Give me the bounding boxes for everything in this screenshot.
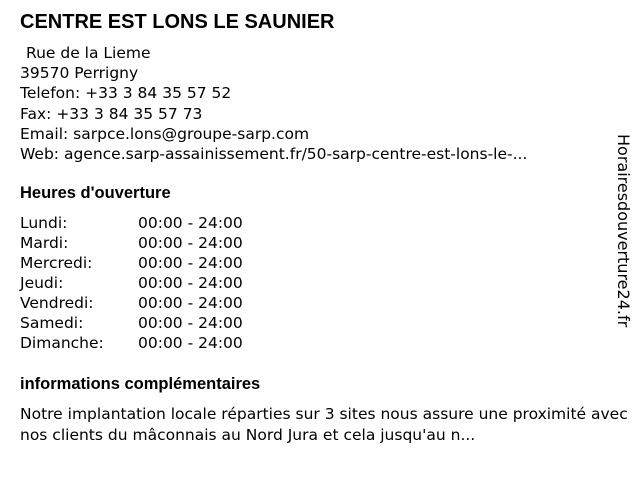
time-range: 00:00 - 24:00 — [138, 214, 243, 232]
page-title: CENTRE EST LONS LE SAUNIER — [20, 11, 335, 33]
day-label: Vendredi: — [20, 294, 94, 312]
day-label: Dimanche: — [20, 334, 104, 352]
day-label: Mardi: — [20, 234, 69, 252]
city-address: 39570 Perrigny — [20, 64, 139, 83]
hours-row-friday — [20, 293, 320, 313]
opening-hours-heading: Heures d'ouverture — [20, 184, 171, 202]
site-watermark: Horairesdouverture24.fr — [614, 134, 633, 328]
hours-row-wednesday — [20, 253, 320, 273]
day-label: Lundi: — [20, 214, 68, 232]
fax-number: Fax: +33 3 84 35 57 73 — [20, 104, 203, 123]
time-range: 00:00 - 24:00 — [138, 234, 243, 252]
phone-number: Telefon: +33 3 84 35 57 52 — [20, 84, 232, 103]
street-address: Rue de la Lieme — [26, 44, 151, 62]
hours-row-saturday — [20, 313, 320, 333]
time-range: 00:00 - 24:00 — [138, 274, 243, 292]
time-range: 00:00 - 24:00 — [138, 314, 243, 332]
time-range: 00:00 - 24:00 — [138, 294, 243, 312]
website-url: Web: agence.sarp-assainissement.fr/50-sarp-centre-est-lons-le-... — [20, 144, 528, 163]
day-label: Mercredi: — [20, 254, 93, 272]
hours-row-sunday — [20, 333, 320, 353]
hours-row-monday — [20, 213, 320, 233]
time-range: 00:00 - 24:00 — [138, 334, 243, 352]
additional-info-text: Notre implantation locale réparties sur 3 sites nous assure une proximité avec nos clients du mâconnais au Nord Jura et cela jusqu'au n... — [20, 405, 628, 444]
day-label: Samedi: — [20, 314, 84, 332]
contact-block — [20, 43, 527, 164]
time-range: 00:00 - 24:00 — [138, 254, 243, 272]
hours-row-thursday — [20, 273, 320, 293]
opening-hours-list — [20, 213, 320, 353]
hours-row-tuesday — [20, 233, 320, 253]
additional-info-heading: informations complémentaires — [20, 375, 261, 393]
day-label: Jeudi: — [20, 274, 64, 292]
email-address: Email: sarpce.lons@groupe-sarp.com — [20, 124, 310, 143]
